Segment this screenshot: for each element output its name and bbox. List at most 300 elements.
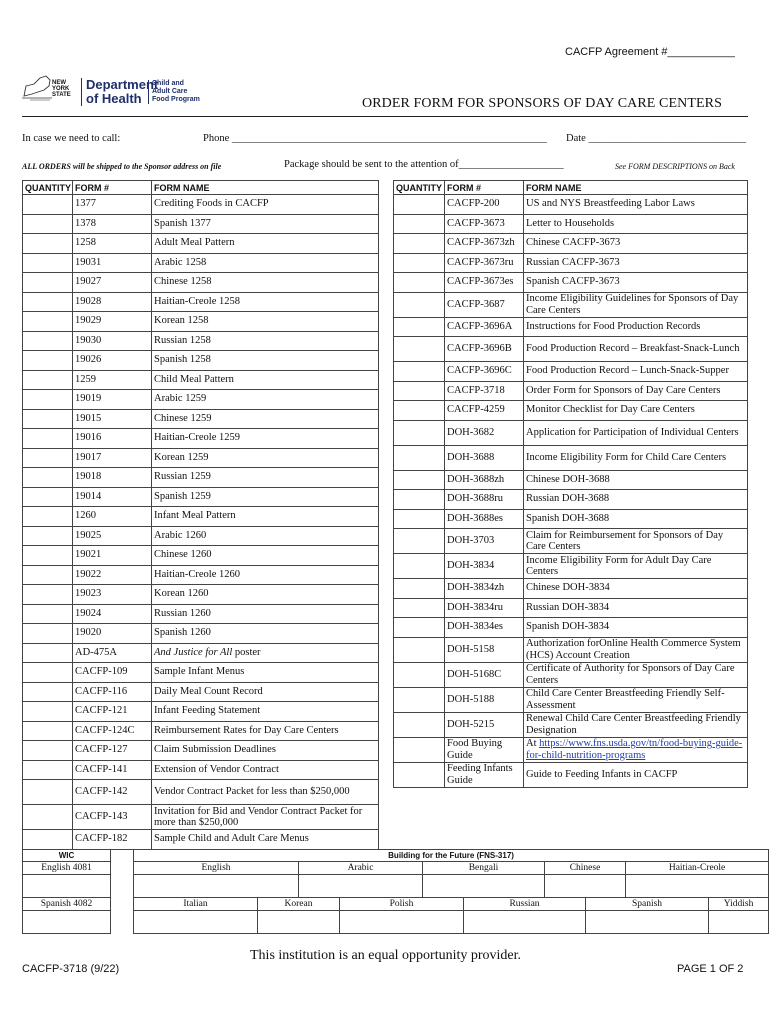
form-number-cell: CACFP-116 xyxy=(73,682,152,702)
quantity-cell[interactable] xyxy=(394,554,445,579)
form-name-cell: Haitian-Creole 1260 xyxy=(152,565,379,585)
form-number-cell: CACFP-141 xyxy=(73,760,152,780)
form-name-cell: Arabic 1260 xyxy=(152,526,379,546)
table-row xyxy=(394,234,748,254)
page-title: ORDER FORM FOR SPONSORS OF DAY CARE CENTERS xyxy=(362,96,722,111)
form-name-cell: Korean 1258 xyxy=(152,312,379,332)
form-number-cell: 19019 xyxy=(73,390,152,410)
future-polish-label: Polish xyxy=(340,898,464,911)
quantity-cell[interactable] xyxy=(23,604,73,624)
table-row xyxy=(23,643,379,663)
table-row xyxy=(23,830,379,850)
form-number-cell: DOH-3834ru xyxy=(445,598,524,618)
quantity-cell[interactable] xyxy=(23,195,73,215)
form-number-cell: DOH-5215 xyxy=(445,712,524,737)
quantity-cell[interactable] xyxy=(394,637,445,662)
form-name-header: FORM NAME xyxy=(524,181,748,195)
future-haitian-creole-quantity[interactable] xyxy=(626,875,769,898)
table-row xyxy=(23,214,379,234)
logo-prog-line: Adult Care xyxy=(152,88,188,95)
future-italian-quantity[interactable] xyxy=(134,911,258,934)
form-number-cell: CACFP-3696B xyxy=(445,337,524,362)
form-name-cell: Russian DOH-3688 xyxy=(524,490,748,510)
quantity-cell[interactable] xyxy=(394,337,445,362)
table-row xyxy=(23,312,379,332)
wic-spanish-quantity[interactable] xyxy=(23,911,111,934)
form-name-cell: Certificate of Authority for Sponsors of Day Care Centers xyxy=(524,662,748,687)
form-name-cell: Monitor Checklist for Day Care Centers xyxy=(524,401,748,421)
future-chinese-label: Chinese xyxy=(545,862,626,875)
form-name-cell: Russian 1258 xyxy=(152,331,379,351)
future-arabic-label: Arabic xyxy=(299,862,423,875)
form-number-cell: CACFP-3673zh xyxy=(445,234,524,254)
table-row xyxy=(394,381,748,401)
form-number-cell: DOH-3682 xyxy=(445,420,524,445)
form-name-italic: And Justice for All xyxy=(154,646,233,658)
form-name-cell: Arabic 1258 xyxy=(152,253,379,273)
form-number-cell: 19020 xyxy=(73,624,152,644)
form-number-cell: 19030 xyxy=(73,331,152,351)
form-number-cell: 19016 xyxy=(73,429,152,449)
form-name-cell: Instructions for Food Production Records xyxy=(524,317,748,337)
future-haitian-creole-label: Haitian-Creole xyxy=(626,862,769,875)
table-row xyxy=(394,337,748,362)
table-row xyxy=(23,195,379,215)
wic-title: WIC xyxy=(23,850,111,862)
quantity-cell[interactable] xyxy=(23,507,73,527)
form-number-cell: DOH-5188 xyxy=(445,687,524,712)
logo-program xyxy=(148,80,200,104)
table-row xyxy=(23,273,379,293)
quantity-cell[interactable] xyxy=(23,312,73,332)
form-number-cell: 19025 xyxy=(73,526,152,546)
title-divider xyxy=(22,116,748,117)
form-name-rest: poster xyxy=(232,646,261,658)
form-name-cell: Order Form for Sponsors of Day Care Centers xyxy=(524,381,748,401)
quantity-cell[interactable] xyxy=(23,390,73,410)
quantity-cell[interactable] xyxy=(23,370,73,390)
wic-table xyxy=(22,849,111,934)
form-number-header: FORM # xyxy=(73,181,152,195)
form-name-cell: Chinese 1260 xyxy=(152,546,379,566)
form-number-cell: CACFP-127 xyxy=(73,741,152,761)
quantity-cell[interactable] xyxy=(23,429,73,449)
quantity-cell[interactable] xyxy=(394,618,445,638)
table-header-row xyxy=(23,181,379,195)
table-row xyxy=(394,273,748,293)
table-row xyxy=(23,780,379,805)
table-row xyxy=(394,737,748,762)
table-row xyxy=(394,637,748,662)
form-link[interactable]: https://www.fns.usda.gov/tn/food-buying-guide-for-child-nutrition-programs xyxy=(526,738,743,761)
future-russian-quantity[interactable] xyxy=(464,911,586,934)
table-row xyxy=(394,712,748,737)
form-number-cell: DOH-3688ru xyxy=(445,490,524,510)
form-number-cell: DOH-3688zh xyxy=(445,470,524,490)
form-id: CACFP-3718 (9/22) xyxy=(22,963,120,975)
form-name-cell: Arabic 1259 xyxy=(152,390,379,410)
table-row xyxy=(23,721,379,741)
table-row xyxy=(394,470,748,490)
form-name-cell: Haitian-Creole 1258 xyxy=(152,292,379,312)
table-row xyxy=(23,429,379,449)
quantity-cell[interactable] xyxy=(23,663,73,683)
form-name-cell: Food Production Record – Breakfast-Snack-Lunch xyxy=(524,337,748,362)
table-row xyxy=(23,805,379,830)
table-row xyxy=(23,663,379,683)
form-number-cell: 19015 xyxy=(73,409,152,429)
form-name-cell: Claim for Reimbursement for Sponsors of Day Care Centers xyxy=(524,529,748,554)
form-name-cell: Spanish 1259 xyxy=(152,487,379,507)
table-row xyxy=(23,409,379,429)
table-header-row xyxy=(394,181,748,195)
form-number-cell: CACFP-142 xyxy=(73,780,152,805)
quantity-cell[interactable] xyxy=(394,470,445,490)
form-number-cell: CACFP-200 xyxy=(445,195,524,215)
quantity-cell[interactable] xyxy=(23,805,73,830)
future-bengali-label: Bengali xyxy=(423,862,545,875)
quantity-cell[interactable] xyxy=(23,409,73,429)
form-name-cell: Income Eligibility Form for Adult Day Care Centers xyxy=(524,554,748,579)
form-number-cell: CACFP-124C xyxy=(73,721,152,741)
form-number-cell: CACFP-3673es xyxy=(445,273,524,293)
quantity-cell[interactable] xyxy=(23,565,73,585)
table-row xyxy=(394,554,748,579)
form-number-cell: 1378 xyxy=(73,214,152,234)
logo-state-line: STATE xyxy=(52,92,71,98)
form-name-cell: Korean 1259 xyxy=(152,448,379,468)
quantity-cell[interactable] xyxy=(394,490,445,510)
future-chinese-quantity[interactable] xyxy=(545,875,626,898)
table-row xyxy=(394,401,748,421)
table-row xyxy=(23,234,379,254)
table-row xyxy=(23,624,379,644)
table-row xyxy=(23,507,379,527)
table-row xyxy=(23,331,379,351)
table-row xyxy=(394,509,748,529)
form-number-cell: 19014 xyxy=(73,487,152,507)
table-row xyxy=(23,448,379,468)
form-number-cell: CACFP-3696A xyxy=(445,317,524,337)
form-number-cell: Feeding Infants Guide xyxy=(445,762,524,787)
table-row xyxy=(394,214,748,234)
form-name-header: FORM NAME xyxy=(152,181,379,195)
form-number-cell: DOH-5158 xyxy=(445,637,524,662)
form-number-cell: CACFP-3673 xyxy=(445,214,524,234)
form-name-cell: Chinese DOH-3688 xyxy=(524,470,748,490)
future-spanish-label: Spanish xyxy=(586,898,709,911)
form-number-cell: CACFP-143 xyxy=(73,805,152,830)
form-name-prefix: At xyxy=(526,738,540,749)
form-number-cell: DOH-3703 xyxy=(445,529,524,554)
form-name-cell: Child Care Center Breastfeeding Friendly Self-Assessment xyxy=(524,687,748,712)
date-field[interactable]: Date ______________________________ xyxy=(566,133,746,144)
quantity-cell[interactable] xyxy=(23,351,73,371)
logo-state-line: NEW xyxy=(52,80,66,86)
quantity-cell[interactable] xyxy=(23,682,73,702)
form-number-cell: CACFP-3718 xyxy=(445,381,524,401)
table-row xyxy=(394,317,748,337)
table-row xyxy=(394,662,748,687)
form-number-cell: DOH-3834es xyxy=(445,618,524,638)
quantity-cell[interactable] xyxy=(394,529,445,554)
future-korean-label: Korean xyxy=(258,898,340,911)
logo-prog-line: Child and xyxy=(152,80,184,87)
quantity-cell[interactable] xyxy=(23,234,73,254)
future-polish-quantity[interactable] xyxy=(340,911,464,934)
quantity-cell[interactable] xyxy=(394,362,445,382)
form-name-cell: Russian 1260 xyxy=(152,604,379,624)
future-italian-label: Italian xyxy=(134,898,258,911)
future-yiddish-quantity[interactable] xyxy=(709,911,769,934)
table-row xyxy=(394,490,748,510)
quantity-cell[interactable] xyxy=(394,687,445,712)
table-row xyxy=(23,390,379,410)
form-number-cell: 1258 xyxy=(73,234,152,254)
table-row xyxy=(394,618,748,638)
table-row xyxy=(23,468,379,488)
quantity-cell[interactable] xyxy=(23,546,73,566)
future-title: Building for the Future (FNS-317) xyxy=(134,850,769,862)
form-number-cell: 19026 xyxy=(73,351,152,371)
quantity-cell[interactable] xyxy=(23,830,73,850)
form-name-cell xyxy=(152,643,379,663)
form-name-cell: Letter to Households xyxy=(524,214,748,234)
form-number-cell: 19024 xyxy=(73,604,152,624)
form-number-cell: DOH-3688 xyxy=(445,445,524,470)
form-number-cell: 19023 xyxy=(73,585,152,605)
quantity-cell[interactable] xyxy=(23,741,73,761)
form-number-cell: CACFP-109 xyxy=(73,663,152,683)
form-name-cell: Russian 1259 xyxy=(152,468,379,488)
form-number-cell: Food Buying Guide xyxy=(445,737,524,762)
future-english-label: English xyxy=(134,862,299,875)
form-name-cell: Chinese 1259 xyxy=(152,409,379,429)
table-row xyxy=(23,741,379,761)
all-orders-note: ALL ORDERS will be shipped to the Sponsor address on file xyxy=(22,162,222,171)
form-name-cell: Food Production Record – Lunch-Snack-Supper xyxy=(524,362,748,382)
form-number-cell: 19017 xyxy=(73,448,152,468)
form-name-cell: Invitation for Bid and Vendor Contract Packet for more than $250,000 xyxy=(152,805,379,830)
form-number-cell: 19031 xyxy=(73,253,152,273)
table-row xyxy=(23,351,379,371)
table-row xyxy=(23,526,379,546)
quantity-cell[interactable] xyxy=(23,624,73,644)
form-number-cell: 1260 xyxy=(73,507,152,527)
table-row xyxy=(23,604,379,624)
table-row xyxy=(23,546,379,566)
form-number-cell: 1259 xyxy=(73,370,152,390)
quantity-cell[interactable] xyxy=(394,445,445,470)
form-name-cell: Reimbursement Rates for Day Care Centers xyxy=(152,721,379,741)
form-number-cell: 19028 xyxy=(73,292,152,312)
form-number-cell: 19021 xyxy=(73,546,152,566)
form-name-cell: Infant Meal Pattern xyxy=(152,507,379,527)
quantity-header: QUANTITY xyxy=(394,181,445,195)
quantity-header: QUANTITY xyxy=(23,181,73,195)
quantity-cell[interactable] xyxy=(394,762,445,787)
table-row xyxy=(394,292,748,317)
quantity-cell[interactable] xyxy=(394,234,445,254)
table-row xyxy=(394,529,748,554)
form-name-cell: Russian DOH-3834 xyxy=(524,598,748,618)
logo-prog-line: Food Program xyxy=(152,96,200,103)
wic-english-quantity[interactable] xyxy=(23,875,111,898)
form-number-cell: CACFP-3687 xyxy=(445,292,524,317)
future-spanish-quantity[interactable] xyxy=(586,911,709,934)
form-number-cell: 19029 xyxy=(73,312,152,332)
form-name-cell: Extension of Vendor Contract xyxy=(152,760,379,780)
form-name-cell: Child Meal Pattern xyxy=(152,370,379,390)
table-row xyxy=(394,598,748,618)
quantity-cell[interactable] xyxy=(23,487,73,507)
form-name-cell: Claim Submission Deadlines xyxy=(152,741,379,761)
form-name-cell: Sample Infant Menus xyxy=(152,663,379,683)
logo-state-line: YORK xyxy=(52,86,70,92)
table-row xyxy=(23,292,379,312)
form-number-cell: CACFP-3673ru xyxy=(445,253,524,273)
see-descriptions-note: See FORM DESCRIPTIONS on Back xyxy=(615,162,735,171)
logo-department xyxy=(81,78,158,106)
quantity-cell[interactable] xyxy=(23,331,73,351)
form-name-cell: Sample Child and Adult Care Menus xyxy=(152,830,379,850)
quantity-cell[interactable] xyxy=(23,760,73,780)
form-name-cell: Daily Meal Count Record xyxy=(152,682,379,702)
table-row xyxy=(394,420,748,445)
form-name-cell: Application for Participation of Individual Centers xyxy=(524,420,748,445)
table-row xyxy=(394,579,748,599)
quantity-cell[interactable] xyxy=(23,273,73,293)
form-name-cell: Chinese DOH-3834 xyxy=(524,579,748,599)
form-number-cell: DOH-3834zh xyxy=(445,579,524,599)
left-order-table xyxy=(22,180,379,850)
table-row xyxy=(394,362,748,382)
quantity-cell[interactable] xyxy=(23,643,73,663)
form-name-cell: Haitian-Creole 1259 xyxy=(152,429,379,449)
form-name-cell: Renewal Child Care Center Breastfeeding Friendly Designation xyxy=(524,712,748,737)
quantity-cell[interactable] xyxy=(394,712,445,737)
form-number-cell: 19027 xyxy=(73,273,152,293)
table-row xyxy=(394,445,748,470)
quantity-cell[interactable] xyxy=(394,195,445,215)
form-name-cell: Income Eligibility Form for Child Care Centers xyxy=(524,445,748,470)
quantity-cell[interactable] xyxy=(394,253,445,273)
table-row xyxy=(23,253,379,273)
quantity-cell[interactable] xyxy=(394,381,445,401)
future-yiddish-label: Yiddish xyxy=(709,898,769,911)
future-table xyxy=(133,849,769,934)
form-number-cell: AD-475A xyxy=(73,643,152,663)
future-korean-quantity[interactable] xyxy=(258,911,340,934)
wic-english-label: English 4081 xyxy=(23,862,111,875)
form-name-cell: Spanish DOH-3688 xyxy=(524,509,748,529)
quantity-cell[interactable] xyxy=(394,420,445,445)
future-arabic-quantity[interactable] xyxy=(299,875,423,898)
quantity-cell[interactable] xyxy=(394,214,445,234)
form-name-cell: Income Eligibility Guidelines for Sponsors of Day Care Centers xyxy=(524,292,748,317)
quantity-cell[interactable] xyxy=(394,317,445,337)
logo-state-text xyxy=(52,80,71,98)
table-row xyxy=(23,565,379,585)
form-name-cell: US and NYS Breastfeeding Labor Laws xyxy=(524,195,748,215)
quantity-cell[interactable] xyxy=(394,579,445,599)
form-name-cell: Korean 1260 xyxy=(152,585,379,605)
quantity-cell[interactable] xyxy=(394,662,445,687)
form-name-cell: Spanish 1258 xyxy=(152,351,379,371)
wic-spanish-label: Spanish 4082 xyxy=(23,898,111,911)
form-number-cell: DOH-5168C xyxy=(445,662,524,687)
future-russian-label: Russian xyxy=(464,898,586,911)
form-number-cell: CACFP-182 xyxy=(73,830,152,850)
quantity-cell[interactable] xyxy=(394,401,445,421)
form-number-cell: 19018 xyxy=(73,468,152,488)
form-number-header: FORM # xyxy=(445,181,524,195)
table-row xyxy=(394,687,748,712)
quantity-cell[interactable] xyxy=(23,780,73,805)
quantity-cell[interactable] xyxy=(23,585,73,605)
call-label: In case we need to call: xyxy=(22,133,121,144)
form-number-cell: CACFP-121 xyxy=(73,702,152,722)
form-number-cell: 1377 xyxy=(73,195,152,215)
form-name-cell: Adult Meal Pattern xyxy=(152,234,379,254)
agreement-number: CACFP Agreement #___________ xyxy=(565,46,735,58)
quantity-cell[interactable] xyxy=(394,273,445,293)
form-name-cell: Crediting Foods in CACFP xyxy=(152,195,379,215)
form-number-cell: CACFP-4259 xyxy=(445,401,524,421)
form-name-cell: Spanish CACFP-3673 xyxy=(524,273,748,293)
future-bengali-quantity[interactable] xyxy=(423,875,545,898)
table-row xyxy=(23,702,379,722)
quantity-cell[interactable] xyxy=(394,509,445,529)
future-english-quantity[interactable] xyxy=(134,875,299,898)
quantity-cell[interactable] xyxy=(23,292,73,312)
form-name-cell: Russian CACFP-3673 xyxy=(524,253,748,273)
page-number: PAGE 1 OF 2 xyxy=(677,963,744,975)
equal-opportunity-statement: This institution is an equal opportunity provider. xyxy=(250,948,522,963)
quantity-cell[interactable] xyxy=(394,292,445,317)
table-row xyxy=(394,762,748,787)
nys-logo-icon xyxy=(20,72,80,110)
form-name-cell: Chinese CACFP-3673 xyxy=(524,234,748,254)
table-row xyxy=(23,682,379,702)
form-name-cell: Spanish DOH-3834 xyxy=(524,618,748,638)
table-row xyxy=(394,253,748,273)
form-name-cell: Spanish 1260 xyxy=(152,624,379,644)
quantity-cell[interactable] xyxy=(23,702,73,722)
quantity-cell[interactable] xyxy=(23,253,73,273)
form-number-cell: CACFP-3696C xyxy=(445,362,524,382)
table-row xyxy=(23,487,379,507)
quantity-cell[interactable] xyxy=(394,737,445,762)
form-name-cell: Chinese 1258 xyxy=(152,273,379,293)
form-name-cell: Guide to Feeding Infants in CACFP xyxy=(524,762,748,787)
quantity-cell[interactable] xyxy=(23,214,73,234)
form-name-cell: Vendor Contract Packet for less than $250,000 xyxy=(152,780,379,805)
quantity-cell[interactable] xyxy=(23,468,73,488)
logo-dept-line: of Health xyxy=(86,91,142,106)
quantity-cell[interactable] xyxy=(394,598,445,618)
form-number-cell: DOH-3834 xyxy=(445,554,524,579)
quantity-cell[interactable] xyxy=(23,526,73,546)
quantity-cell[interactable] xyxy=(23,721,73,741)
form-name-cell: Authorization forOnline Health Commerce System (HCS) Account Creation xyxy=(524,637,748,662)
form-number-cell: 19022 xyxy=(73,565,152,585)
form-number-cell: DOH-3688es xyxy=(445,509,524,529)
table-row xyxy=(23,370,379,390)
package-attention-field[interactable]: Package should be sent to the attention of____________________ xyxy=(284,159,564,170)
quantity-cell[interactable] xyxy=(23,448,73,468)
phone-field[interactable]: Phone ____________________________________________________________ xyxy=(203,133,547,144)
